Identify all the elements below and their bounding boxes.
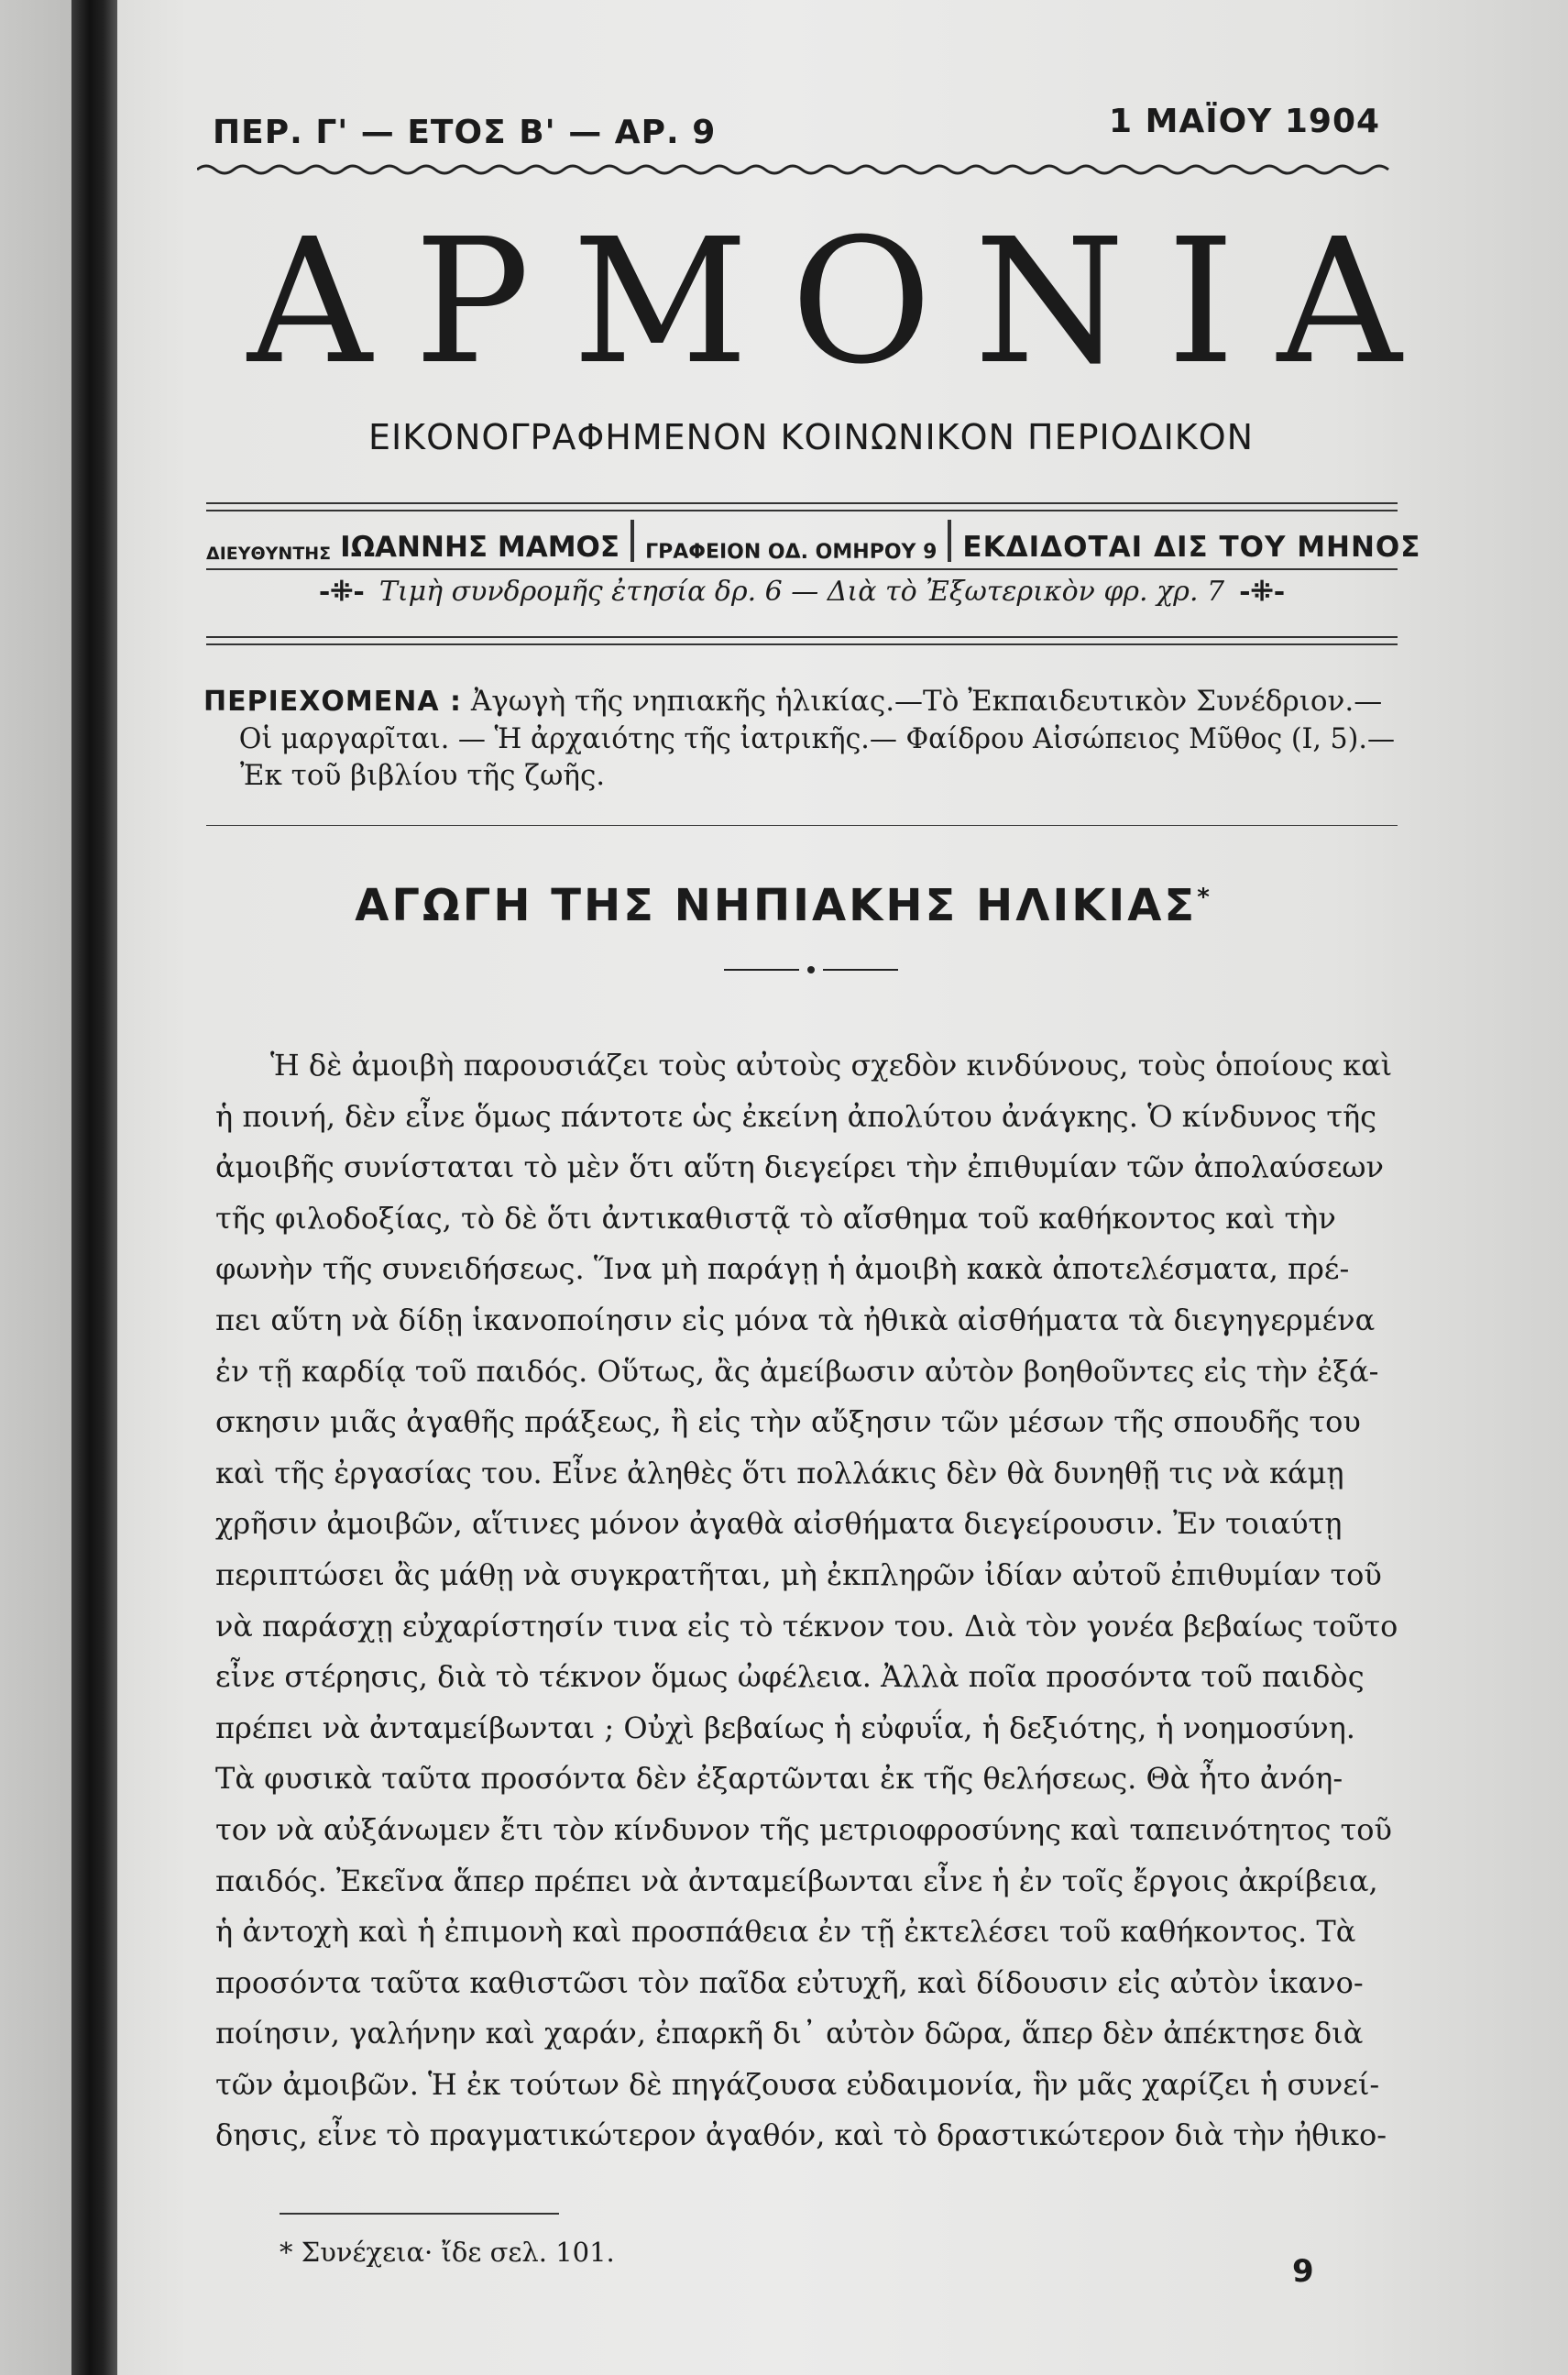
- article-line: καὶ τῆς ἐργασίας του. Εἶνε ἀληθὲς ὅτι πολλάκις δὲν θὰ δυνηθῇ τις νὰ κάμῃ: [215, 1455, 1344, 1490]
- ornament-icon: -⁜-: [1239, 576, 1286, 608]
- article-line: ἐν τῇ καρδίᾳ τοῦ παιδός. Οὕτως, ἂς ἀμείβωσιν αὐτὸν βοηθοῦντες εἰς τὴν ἐξά-: [215, 1353, 1379, 1389]
- table-of-contents: [203, 683, 1404, 794]
- article-line: ποίησιν, γαλήνην καὶ χαράν, ἐπαρκῆ δι᾽ αὐτὸν δῶρα, ἅπερ δὲν ἀπέκτησε διὰ: [215, 2016, 1364, 2051]
- article-title-text: ΑΓΩΓΗ ΤΗΣ ΝΗΠΙΑΚΗΣ ΗΛΙΚΙΑΣ: [355, 880, 1198, 931]
- office-cell: [645, 541, 937, 564]
- article-line: πει αὕτη νὰ δίδῃ ἱκανοποίησιν εἰς μόνα τὰ ἠθικὰ αἰσθήματα τὰ διεγηγερμένα: [215, 1302, 1376, 1337]
- divider-bottom-inner: [206, 643, 1398, 645]
- issue-date: 1 ΜΑΪΟΥ 1904: [1109, 103, 1381, 140]
- contents-label: ΠΕΡΙΕΧΟΜΕΝΑ :: [203, 686, 462, 718]
- contents-underline: [206, 825, 1398, 826]
- article-line: τῆς φιλοδοξίας, τὸ δὲ ὅτι ἀντικαθιστᾷ τὸ αἴσθημα τοῦ καθήκοντος καὶ τὴν: [215, 1200, 1336, 1236]
- divider-top: [206, 502, 1398, 504]
- article-line: δησις, εἶνε τὸ πραγματικώτερον ἀγαθόν, καὶ τὸ δραστικώτερον διὰ τὴν ἠθικο-: [215, 2117, 1387, 2153]
- divider-top-inner: [206, 510, 1398, 511]
- divider-bottom: [206, 636, 1398, 638]
- contents-line: Ἐκ τοῦ βιβλίου τῆς ζωῆς.: [240, 759, 606, 792]
- footnote-marker: *: [1197, 884, 1212, 911]
- column-separator: [630, 520, 634, 562]
- article-line: ἡ ποινή, δὲν εἶνε ὅμως πάντοτε ὡς ἐκείνη ἀπολύτου ἀνάγκης. Ὁ κίνδυνος τῆς: [215, 1098, 1377, 1134]
- article-line: προσόντα ταῦτα καθιστῶσι τὸν παῖδα εὐτυχῆ, καὶ δίδουσιν εἰς αὐτὸν ἱκανο-: [215, 1964, 1364, 2000]
- masthead-subtitle: ΕΙΚΟΝΟΓΡΑΦΗΜΕΝΟΝ ΚΟΙΝΩΝΙΚΟΝ ΠΕΡΙΟΔΙΚΟΝ: [367, 417, 1255, 457]
- facing-page-edge: [0, 0, 71, 2375]
- contents-line: [203, 683, 1404, 720]
- director-label: ΔΙΕΥΘΥΝΤΗΣ: [206, 544, 332, 564]
- article-line: τον νὰ αὐξάνωμεν ἔτι τὸν κίνδυνον τῆς μετριοφροσύνης καὶ ταπεινότητος τοῦ: [215, 1811, 1392, 1847]
- contents-line: Οἱ μαργαρῖται. — Ἡ ἀρχαιότης τῆς ἰατρικῆς.— Φαίδρου Αἰσώπειος Μῦθος (I, 5).—: [238, 722, 1396, 755]
- subscription-price-row: [220, 576, 1384, 608]
- masthead-title: ΑΡΜΟΝΙΑ: [247, 202, 1444, 402]
- frequency-cell: [962, 531, 1420, 564]
- article-line: νὰ παράσχῃ εὐχαρίστησίν τινα εἰς τὸ τέκνον του. Διὰ τὸν γονέα βεβαίως τοῦτο: [215, 1608, 1398, 1644]
- contents-text: Ἀγωγὴ τῆς νηπιακῆς ἡλικίας.—Τὸ Ἐκπαιδευτικὸν Συνέδριον.—: [470, 685, 1383, 718]
- article-line: ἡ ἀντοχὴ καὶ ἡ ἐπιμονὴ καὶ προσπάθεια ἐν τῇ ἐκτελέσει τοῦ καθήκοντος. Τὰ: [215, 1914, 1356, 1950]
- article-line: ἀμοιβῆς συνίσταται τὸ μὲν ὅτι αὕτη διεγείρει τὴν ἐπιθυμίαν τῶν ἀπολαύσεων: [215, 1149, 1384, 1185]
- article-line: πρέπει νὰ ἀνταμείβωνται ; Οὐχὶ βεβαίως ἡ εὐφυΐα, ἡ δεξιότης, ἡ νοημοσύνη.: [215, 1710, 1355, 1745]
- title-ornament: [724, 961, 898, 979]
- publication-frequency: ΕΚΔΙΔΟΤΑΙ ΔΙΣ ΤΟΥ ΜΗΝΟΣ: [962, 531, 1421, 564]
- divider-mid: [206, 568, 1398, 570]
- article-line: χρῆσιν ἀμοιβῶν, αἵτινες μόνον ἀγαθὰ αἰσθήματα διεγείρουσιν. Ἐν τοιαύτῃ: [215, 1506, 1343, 1542]
- page-number: 9: [1292, 2253, 1314, 2290]
- subscription-price: Τιμὴ συνδρομῆς ἐτησία δρ. 6 — Διὰ τὸ Ἐξωτερικὸν φρ. χρ. 7: [378, 576, 1225, 608]
- book-binding-gutter: [71, 0, 117, 2375]
- office-address: ΓΡΑΦΕΙΟΝ ΟΔ. ΟΜΗΡΟΥ 9: [645, 541, 938, 564]
- article-line: περιπτώσει ἂς μάθῃ νὰ συγκρατῆται, μὴ ἐκπληρῶν ἰδίαν αὐτοῦ ἐπιθυμίαν τοῦ: [215, 1556, 1382, 1592]
- wavy-rule: [197, 151, 1398, 188]
- footnote-rule: [280, 2213, 559, 2215]
- article-line: σκησιν μιᾶς ἀγαθῆς πράξεως, ἢ εἰς τὴν αὔξησιν τῶν μέσων τῆς σπουδῆς του: [215, 1404, 1361, 1440]
- column-separator: [948, 520, 951, 562]
- article-line: Ἡ δὲ ἀμοιβὴ παρουσιάζει τοὺς αὐτοὺς σχεδὸν κινδύνους, τοὺς ὁποίους καὶ: [270, 1048, 1393, 1083]
- director-cell: [206, 531, 620, 564]
- article-body: [215, 1040, 1425, 2161]
- ornament-icon: -⁜-: [318, 576, 365, 608]
- article-line: φωνὴν τῆς συνειδήσεως. Ἵνα μὴ παράγῃ ἡ ἀμοιβὴ κακὰ ἀποτελέσματα, πρέ-: [215, 1251, 1350, 1287]
- article-title: [211, 880, 1356, 931]
- article-line: τῶν ἀμοιβῶν. Ἡ ἐκ τούτων δὲ πηγάζουσα εὐδαιμονία, ἣν μᾶς χαρίζει ἡ συνεί-: [215, 2066, 1380, 2102]
- masthead-info-row: [206, 518, 1421, 564]
- article-line: παιδός. Ἐκεῖνα ἅπερ πρέπει νὰ ἀνταμείβωνται εἶνε ἡ ἐν τοῖς ἔργοις ἀκρίβεια,: [215, 1863, 1378, 1898]
- article-line: εἶνε στέρησις, διὰ τὸ τέκνον ὅμως ὠφέλεια. Ἀλλὰ ποῖα προσόντα τοῦ παιδὸς: [215, 1659, 1365, 1695]
- issue-info: ΠΕΡ. Γ' — ΕΤΟΣ Β' — ΑΡ. 9: [213, 114, 717, 151]
- director-name: ΙΩΑΝΝΗΣ ΜΑΜΟΣ: [340, 531, 620, 564]
- article-line: Τὰ φυσικὰ ταῦτα προσόντα δὲν ἐξαρτῶνται ἐκ τῆς θελήσεως. Θὰ ἦτο ἀνόη-: [215, 1761, 1343, 1797]
- footnote: * Συνέχεια· ἴδε σελ. 101.: [280, 2237, 615, 2268]
